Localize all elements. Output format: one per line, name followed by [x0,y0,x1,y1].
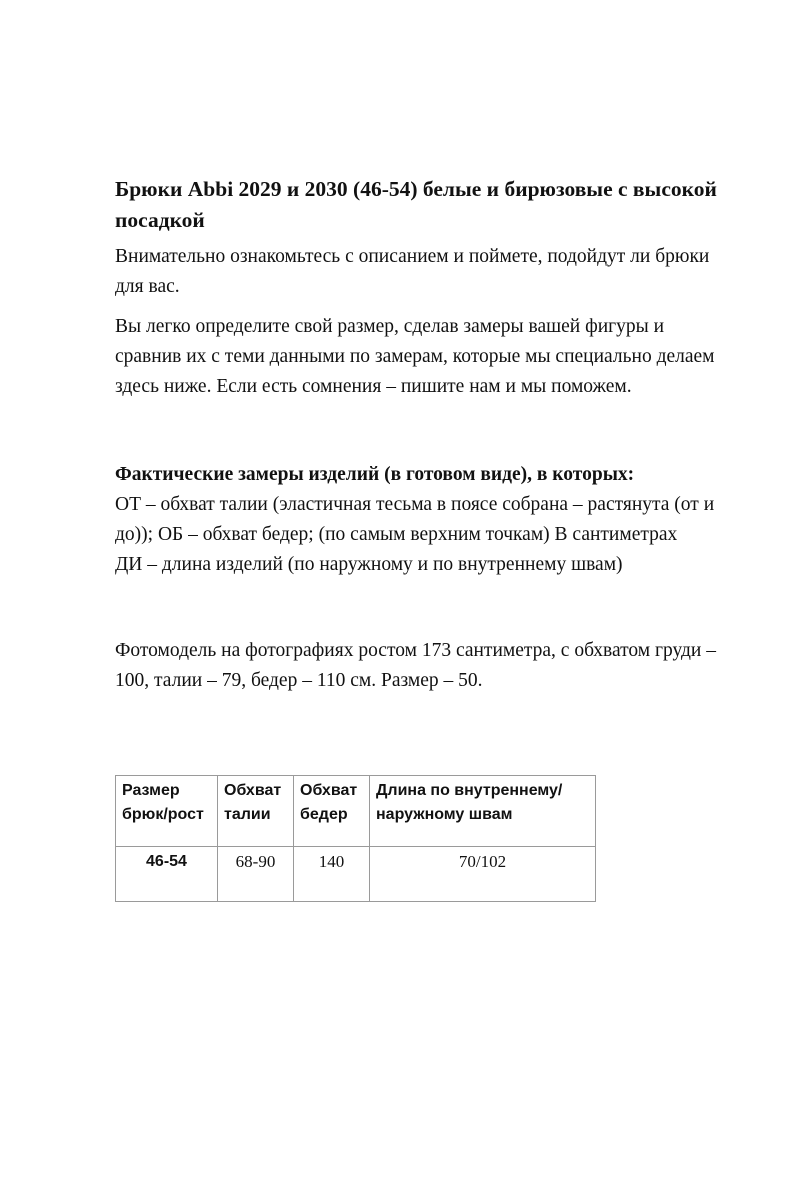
measurements-section [115,460,735,580]
header-size-height: Размер брюк/рост [116,776,218,847]
intro-paragraph-2: Вы легко определите свой размер, сделав замеры вашей фигуры и сравнив их с теми данными по замерам, которые мы специально делаем здесь ниже. Если есть сомнения – пишите нам и мы поможем. [115,316,715,397]
header-hips: Обхват бедер [294,776,370,847]
cell-size: 46-54 [116,847,218,902]
size-table-header-row [116,776,596,847]
model-info: Фотомодель на фотографиях ростом 173 сантиметра, с обхватом груди – 100, талии – 79, бедер – 110 см. Размер – 50. [115,640,716,691]
cell-waist: 68-90 [218,847,294,902]
cell-hips: 140 [294,847,370,902]
table-row [116,847,596,902]
cell-length: 70/102 [370,847,596,902]
intro-paragraph-1: Внимательно ознакомьтесь с описанием и поймете, подойдут ли брюки для вас. [115,246,710,297]
document-title: Брюки Abbi 2029 и 2030 (46-54) белые и бирюзовые с высокой посадкой [115,177,717,232]
header-waist: Обхват талии [218,776,294,847]
size-table [115,775,596,902]
header-length: Длина по внутреннему/наружному швам [370,776,596,847]
measurements-heading: Фактические замеры изделий (в готовом виде), в которых: [115,464,635,485]
measurements-line-waist-hips: ОТ – обхват талии (эластичная тесьма в поясе собрана – растянута (от и до)); ОБ – обхват бедер; (по самым верхним точкам) В сантиметрах [115,494,715,545]
measurements-line-length: ДИ – длина изделий (по наружному и по внутреннему швам) [115,554,623,575]
